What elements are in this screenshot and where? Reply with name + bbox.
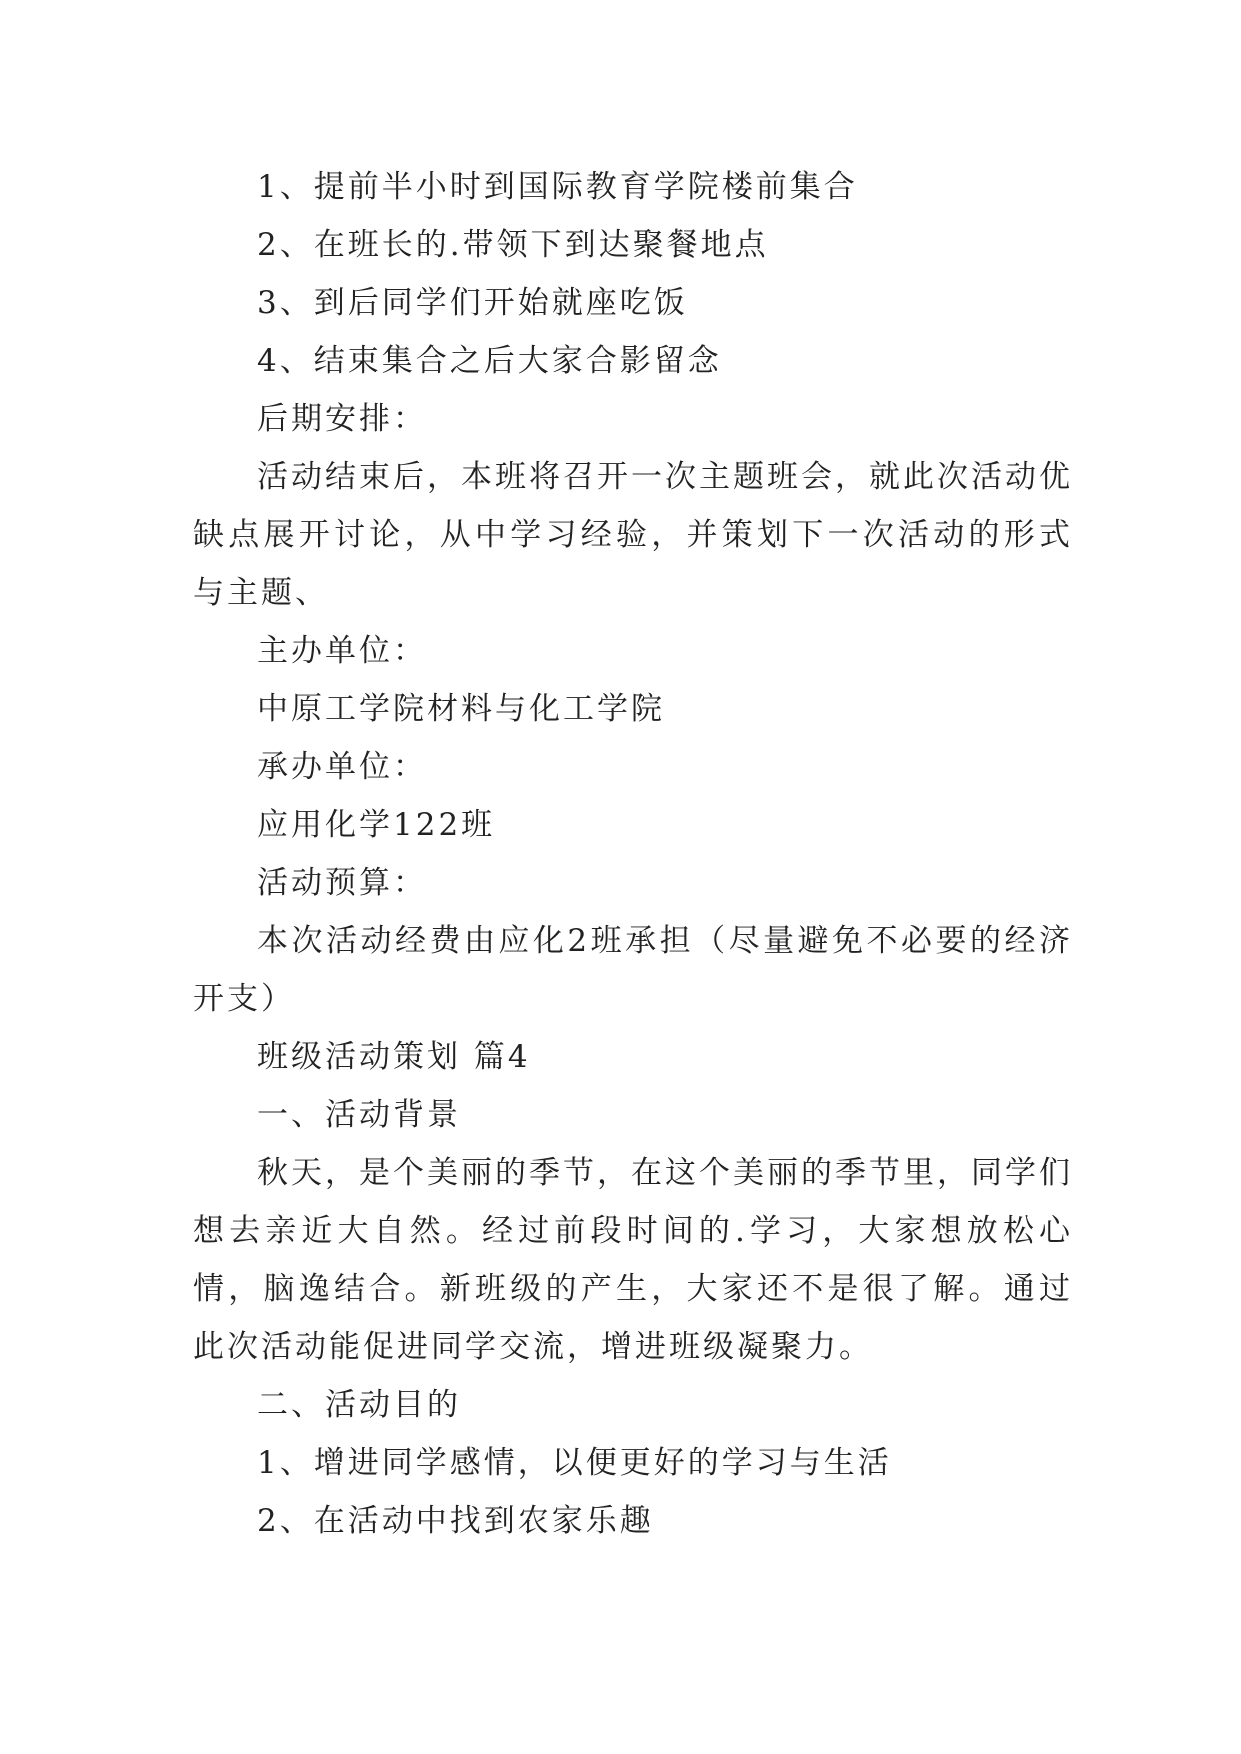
paragraph-background: 秋天，是个美丽的季节，在这个美丽的季节里，同学们想去亲近大自然。经过前段时间的.学习，大家想放松心情，脑逸结合。新班级的产生，大家还不是很了解。通过此次活动能促进同学交流，增进班级凝聚力。: [193, 1155, 1073, 1365]
list-item-4: 4、结束集合之后大家合影留念: [257, 343, 722, 379]
section-heading-undertaker: 承办单位：: [257, 749, 427, 785]
list-item-2: 2、在班长的.带领下到达聚餐地点: [257, 227, 769, 263]
list-item-3: 3、到后同学们开始就座吃饭: [257, 285, 688, 321]
undertaker-value: 应用化学122班: [257, 807, 496, 843]
purpose-item-1: 1、增进同学感情，以便更好的学习与生活: [257, 1445, 892, 1481]
section-heading-purpose: 二、活动目的: [257, 1387, 461, 1423]
organizer-value: 中原工学院材料与化工学院: [257, 691, 665, 727]
document-body: [193, 158, 1073, 1550]
paragraph-budget: 本次活动经费由应化2班承担（尽量避免不必要的经济开支）: [193, 923, 1073, 1017]
list-item-1: 1、提前半小时到国际教育学院楼前集合: [257, 169, 858, 205]
purpose-item-2: 2、在活动中找到农家乐趣: [257, 1503, 654, 1539]
paragraph-later-arrangement: 活动结束后，本班将召开一次主题班会，就此次活动优缺点展开讨论，从中学习经验，并策划下一次活动的形式与主题、: [193, 459, 1073, 611]
section-heading-budget: 活动预算：: [257, 865, 427, 901]
section-heading-later-arrangement: 后期安排：: [257, 401, 427, 437]
section-heading-organizer: 主办单位：: [257, 633, 427, 669]
section-heading-background: 一、活动背景: [257, 1097, 461, 1133]
article-title: 班级活动策划 篇4: [257, 1039, 531, 1075]
